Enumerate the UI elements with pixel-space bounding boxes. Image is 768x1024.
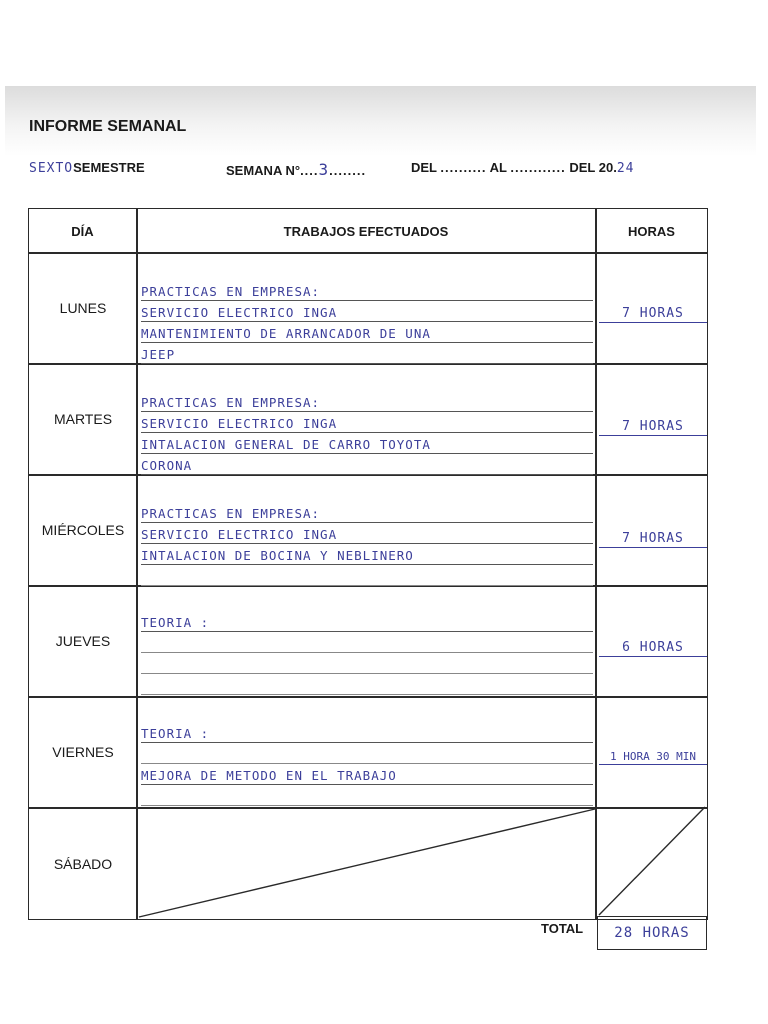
work-line: TEORIA :: [141, 725, 593, 743]
semester-value: SEXTO: [29, 161, 74, 176]
work-line: MANTENIMIENTO DE ARRANCADOR DE UNA: [141, 325, 593, 343]
week-value: 3: [318, 160, 330, 179]
semester-field: [29, 160, 145, 176]
year-value: 24: [616, 161, 635, 176]
hours-tuesday: 7 HORAS: [599, 419, 707, 436]
semester-label: SEMESTRE: [73, 160, 145, 175]
saturday-cross-out: [29, 209, 706, 918]
day-wednesday: MIÉRCOLES: [41, 522, 125, 538]
hours-friday: 1 HORA 30 MIN: [599, 750, 707, 765]
hours-monday: 7 HORAS: [599, 306, 707, 323]
work-line: SERVICIO ELECTRICO INGA: [141, 526, 593, 544]
week-field: SEMANA N°....3........: [226, 160, 367, 179]
hours-wednesday: 7 HORAS: [599, 531, 707, 548]
year-label: DEL 20.: [569, 160, 617, 175]
header-hours: HORAS: [628, 223, 675, 239]
work-line: SERVICIO ELECTRICO INGA: [141, 415, 593, 433]
report-title: INFORME SEMANAL: [29, 118, 187, 135]
day-friday: VIERNES: [52, 744, 114, 760]
work-line: PRACTICAS EN EMPRESA:: [141, 505, 593, 523]
work-line: PRACTICAS EN EMPRESA:: [141, 394, 593, 412]
work-line: INTALACION DE BOCINA Y NEBLINERO: [141, 547, 593, 565]
week-label: SEMANA N°: [226, 163, 301, 178]
work-line: TEORIA :: [141, 614, 593, 632]
work-line: PRACTICAS EN EMPRESA:: [141, 283, 593, 301]
cross-out-line-hours: [599, 807, 705, 915]
total-value: 28 HORAS: [597, 916, 707, 950]
work-line: MEJORA DE METODO EN EL TRABAJO: [141, 767, 593, 785]
work-line: INTALACION GENERAL DE CARRO TOYOTA: [141, 436, 593, 454]
hours-thursday: 6 HORAS: [599, 640, 707, 657]
work-line: SERVICIO ELECTRICO INGA: [141, 304, 593, 322]
al-label: AL: [489, 160, 507, 175]
cross-out-line-work: [139, 809, 595, 917]
weekly-report-table: [28, 208, 708, 920]
day-tuesday: MARTES: [53, 411, 113, 427]
work-line: JEEP: [141, 346, 593, 364]
date-range-field: DEL .......... AL ............ DEL 20.24: [411, 160, 635, 176]
header-day: DÍA: [71, 223, 94, 239]
total-label: TOTAL: [541, 921, 584, 936]
work-line: CORONA: [141, 457, 593, 475]
day-thursday: JUEVES: [55, 633, 111, 649]
header-work: TRABAJOS EFECTUADOS: [283, 223, 449, 239]
day-monday: LUNES: [59, 300, 107, 316]
day-saturday: SÁBADO: [53, 855, 113, 872]
del-label: DEL: [411, 160, 437, 175]
